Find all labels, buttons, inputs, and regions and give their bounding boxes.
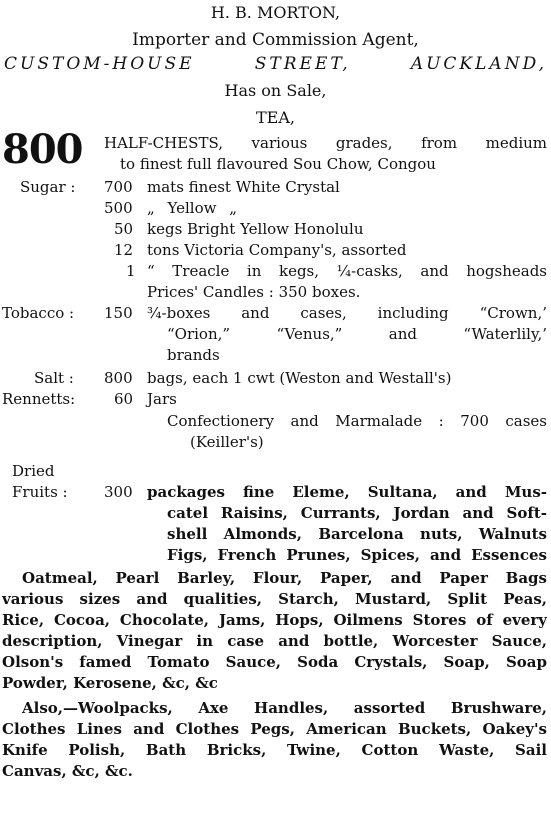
- tobacco-line-1: ¾-boxes and cases, including “Crown,’: [147, 306, 547, 321]
- also-line-3: Knife Polish, Bath Bricks, Twine, Cotton Waste, Sail: [2, 743, 547, 758]
- groceries-line-2: various sizes and qualities, Starch, Mustard, Split Peas,: [2, 592, 547, 607]
- sugar-qty-5: 1: [126, 262, 136, 280]
- tea-line-1: HALF-CHESTS, various grades, from medium: [104, 136, 547, 151]
- tea-line-2: to finest full flavoured Sou Chow, Congou: [120, 155, 436, 173]
- sugar-item-3: kegs Bright Yellow Honolulu: [147, 220, 364, 238]
- salt-text: bags, each 1 cwt (Weston and Westall's): [147, 369, 452, 387]
- rennetts-label: Rennetts:: [2, 390, 76, 408]
- tobacco-label: Tobacco :: [2, 304, 75, 322]
- tobacco-line-3: brands: [167, 346, 220, 364]
- dried-fruits-line-2: catel Raisins, Currants, Jordan and Soft-: [167, 506, 547, 521]
- sugar-qty-3: 50: [114, 220, 134, 238]
- rennetts-text: Jars: [147, 390, 177, 408]
- groceries-line-4: description, Vinegar in case and bottle, Worcester Sauce,: [2, 634, 547, 649]
- merchant-address: CUSTOM-HOUSE STREET, AUCKLAND,: [4, 56, 547, 73]
- salt-label: Salt :: [34, 369, 74, 387]
- sugar-item-5: “ Treacle in kegs, ¼-casks, and hogsheads: [147, 264, 547, 279]
- dried-fruits-line-1: packages fine Eleme, Sultana, and Mus-: [147, 485, 547, 500]
- merchant-name: H. B. MORTON,: [210, 3, 341, 22]
- groceries-line-6: Powder, Kerosene, &c, &c: [2, 674, 218, 692]
- also-line-1: Also,—Woolpacks, Axe Handles, assorted Brushware,: [22, 701, 547, 716]
- sugar-qty-4: 12: [114, 241, 134, 259]
- sugar-item-1: mats finest White Crystal: [147, 178, 340, 196]
- confectionery-line-1: Confectionery and Marmalade : 700 cases: [167, 414, 547, 429]
- has-on-sale: Has on Sale,: [224, 81, 327, 100]
- confectionery-line-2: (Keiller's): [190, 433, 264, 451]
- sugar-item-2: „ Yellow „: [147, 199, 238, 217]
- candles-line: Prices' Candles : 350 boxes.: [147, 283, 361, 301]
- sugar-item-4: tons Victoria Company's, assorted: [147, 241, 407, 259]
- salt-qty: 800: [104, 369, 133, 387]
- dried-fruits-line-3: shell Almonds, Barcelona nuts, Walnuts: [167, 527, 547, 542]
- groceries-line-5: Olson's famed Tomato Sauce, Soda Crystals, Soap, Soap: [2, 655, 547, 670]
- tea-quantity: 800: [2, 126, 83, 173]
- tobacco-line-2: “Orion,” “Venus,” and “Waterlily,’: [167, 327, 547, 342]
- dried-fruits-label-1: Dried: [12, 462, 55, 480]
- merchant-title: Importer and Commission Agent,: [132, 30, 419, 50]
- sugar-qty-2: 500: [104, 199, 133, 217]
- dried-fruits-label-2: Fruits :: [12, 483, 68, 501]
- rennetts-qty: 60: [114, 390, 134, 408]
- sugar-label: Sugar :: [20, 178, 76, 196]
- tobacco-qty: 150: [104, 304, 133, 322]
- tea-heading: TEA,: [256, 108, 295, 127]
- groceries-line-3: Rice, Cocoa, Chocolate, Jams, Hops, Oilmens Stores of every: [2, 613, 547, 628]
- dried-fruits-qty: 300: [104, 483, 133, 501]
- also-line-2: Clothes Lines and Clothes Pegs, American Buckets, Oakey's: [2, 722, 547, 737]
- sugar-qty-1: 700: [104, 178, 133, 196]
- groceries-line-1: Oatmeal, Pearl Barley, Flour, Paper, and Paper Bags: [22, 571, 547, 586]
- dried-fruits-line-4: Figs, French Prunes, Spices, and Essences: [167, 548, 547, 563]
- also-line-4: Canvas, &c, &c.: [2, 762, 133, 780]
